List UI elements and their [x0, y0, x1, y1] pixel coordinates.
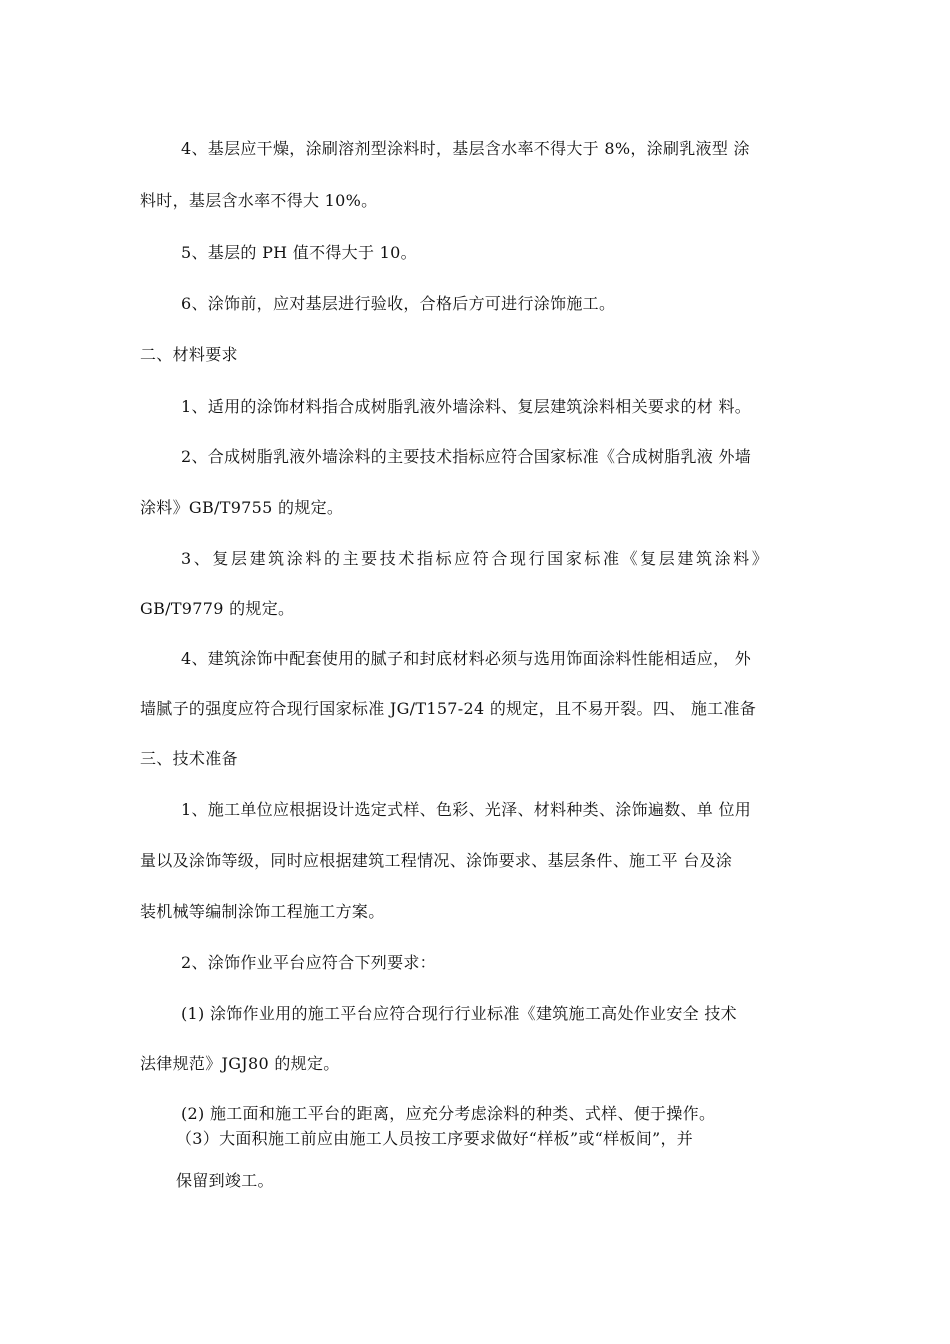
paragraph-line: 料时，基层含水率不得大 10%。	[140, 191, 378, 210]
paragraph-line: 量以及涂饰等级，同时应根据建筑工程情况、涂饰要求、基层条件、施工平 台及涂	[140, 851, 733, 870]
section-heading: 三、技术准备	[140, 749, 238, 768]
paragraph-line: 涂料》GB/T9755 的规定。	[140, 498, 344, 517]
paragraph-line: 4、基层应干燥，涂刷溶剂型涂料时，基层含水率不得大于 8%，涂刷乳液型 涂	[181, 139, 750, 158]
paragraph-line: 2、合成树脂乳液外墙涂料的主要技术指标应符合国家标准《合成树脂乳液 外墙	[181, 447, 752, 466]
paragraph-line: 装机械等编制涂饰工程施工方案。	[140, 902, 385, 921]
paragraph-line: 5、基层的 PH 值不得大于 10。	[181, 243, 417, 262]
paragraph-line: 2、涂饰作业平台应符合下列要求：	[181, 953, 436, 972]
paragraph-line: 1、施工单位应根据设计选定式样、色彩、光泽、材料种类、涂饰遍数、单 位用	[181, 800, 752, 819]
paragraph-line: (2) 施工面和施工平台的距离，应充分考虑涂料的种类、式样、便于操作。	[181, 1104, 716, 1123]
paragraph-line: 4、建筑涂饰中配套使用的腻子和封底材料必须与选用饰面涂料性能相适应， 外	[181, 649, 752, 668]
section-heading: 二、材料要求	[140, 345, 238, 364]
paragraph-line: 墙腻子的强度应符合现行国家标准 JG/T157-24 的规定，且不易开裂。四、 施工准备	[140, 699, 757, 718]
paragraph-line: GB/T9779 的规定。	[140, 599, 295, 618]
paragraph-line: 3、复层建筑涂料的主要技术指标应符合现行国家标准《复层建筑涂料》	[181, 549, 771, 568]
paragraph-line: 6、涂饰前，应对基层进行验收，合格后方可进行涂饰施工。	[181, 294, 616, 313]
paragraph-line: 法律规范》JGJ80 的规定。	[140, 1054, 340, 1073]
paragraph-line: (1) 涂饰作业用的施工平台应符合现行行业标准《建筑施工高处作业安全 技术	[181, 1004, 737, 1023]
paragraph-line: 保留到竣工。	[176, 1171, 274, 1190]
paragraph-line: 1、适用的涂饰材料指合成树脂乳液外墙涂料、复层建筑涂料相关要求的材 料。	[181, 397, 752, 416]
paragraph-line: （3）大面积施工前应由施工人员按工序要求做好“样板”或“样板间”，并	[176, 1129, 694, 1148]
